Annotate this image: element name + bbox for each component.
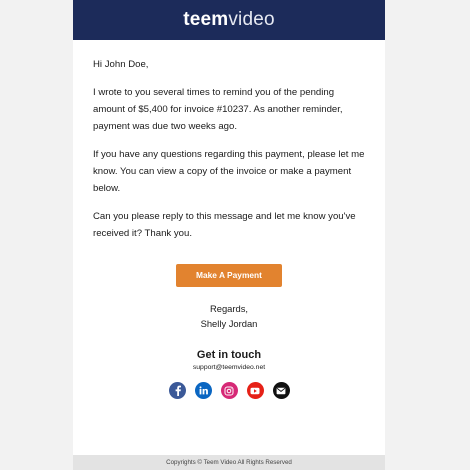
logo-bold-text: teem: [183, 9, 229, 30]
greeting: Hi John Doe,: [93, 59, 149, 70]
sender-name: Shelly Jordan: [200, 318, 258, 329]
message-body: [73, 56, 385, 242]
signature: [73, 301, 385, 331]
paragraph-reminder: I wrote to you several times to remind you of the pending amount of $5,400 for invoice #10237. As another reminder, payment was due two weeks ago.: [93, 87, 343, 132]
support-email-link[interactable]: support@teemvideo.net: [192, 364, 266, 371]
paragraph-questions: If you have any questions regarding this payment, please let me know. You can view a copy of the invoice or make a payment below.: [93, 149, 365, 194]
footer-copyright: Copyrights © Teem Video All Rights Reserved: [73, 455, 385, 470]
brand-logo: [183, 9, 275, 31]
instagram-icon[interactable]: [221, 382, 238, 399]
paragraph-reply: Can you please reply to this message and let me know you've received it? Thank you.: [93, 211, 356, 239]
youtube-icon[interactable]: [247, 382, 264, 399]
regards-text: Regards,: [209, 303, 249, 314]
email-icon[interactable]: [273, 382, 290, 399]
linkedin-icon[interactable]: [195, 382, 212, 399]
email-card: [73, 0, 385, 470]
facebook-icon[interactable]: [169, 382, 186, 399]
cta-wrapper: [73, 264, 385, 287]
make-payment-button[interactable]: Make A Payment: [176, 264, 282, 287]
logo-light-text: video: [228, 9, 275, 30]
header-bar: [73, 0, 385, 40]
contact-heading: Get in touch: [196, 349, 262, 361]
social-links: [73, 382, 385, 399]
